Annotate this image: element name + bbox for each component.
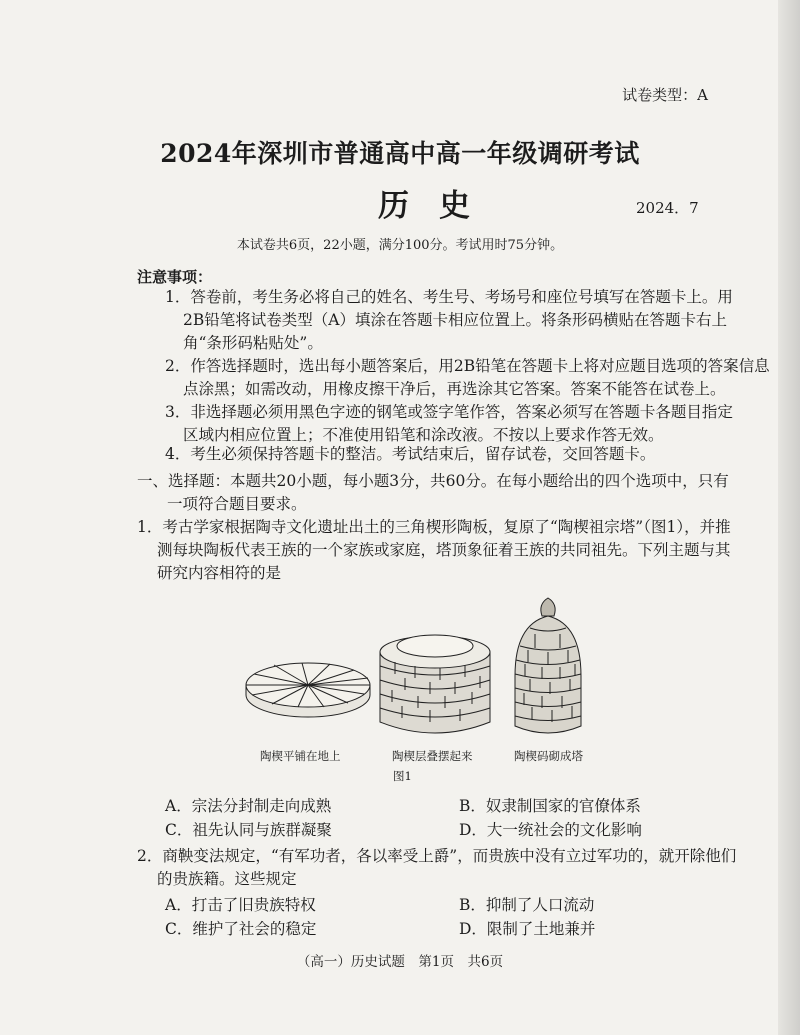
question-2-stem: [137, 845, 736, 891]
q2-option-d: D．限制了土地兼并: [459, 920, 596, 938]
note-line: 2．作答选择题时，选出每小题答案后，用2B铅笔在答题卡上将对应题目选项的答案信息: [165, 357, 770, 375]
question-line: 研究内容相符的是: [157, 564, 282, 582]
note-item-3: [165, 401, 733, 447]
note-line: 4．考生必须保持答题卡的整洁。考试结束后，留存试卷，交回答题卡。: [165, 445, 656, 463]
section-line: 一、选择题：本题共20小题，每小题3分，共60分。在每小题给出的四个选项中，只有: [137, 472, 729, 490]
q2-option-c: C．维护了社会的稳定: [165, 920, 317, 938]
q2-option-a: A．打击了旧贵族特权: [165, 896, 316, 914]
section-line: 一项符合题目要求。: [167, 495, 307, 513]
figure-caption-tower: 陶楔码砌成塔: [514, 749, 583, 763]
flat-disc-illustration: [246, 663, 370, 717]
note-line: 3．非选择题必须用黑色字迹的钢笔或签字笔作答，答案必须写在答题卡各题目指定: [165, 403, 733, 421]
section-1-heading: [137, 470, 729, 516]
exam-intro: 本试卷共6页，22小题，满分100分。考试用时75分钟。: [236, 238, 564, 253]
q2-option-b: B．抑制了人口流动: [459, 896, 595, 914]
question-line: 1．考古学家根据陶寺文化遗址出土的三角楔形陶板，复原了“陶楔祖宗塔”（图1），并推: [137, 518, 731, 536]
q1-option-d: D．大一统社会的文化影响: [459, 821, 642, 839]
figure-1-pottery-wedges: [230, 594, 620, 764]
note-line: 角“条形码粘贴处”。: [183, 334, 323, 352]
question-1-stem: [137, 516, 731, 585]
figure-label: 图1: [393, 769, 412, 783]
q1-option-a: A．宗法分封制走向成熟: [165, 797, 332, 815]
note-line: 1．答卷前，考生务必将自己的姓名、考生号、考场号和座位号填写在答题卡上。用: [165, 288, 733, 306]
stacked-layers-illustration: [380, 635, 490, 733]
q1-option-c: C．祖先认同与族群凝聚: [165, 821, 332, 839]
paper-type-label: 试卷类型：A: [622, 86, 708, 104]
note-line: 区域内相应位置上；不准使用铅笔和涂改液。不按以上要求作答无效。: [183, 426, 664, 444]
question-line: 2．商鞅变法规定，“有军功者，各以率受上爵”，而贵族中没有立过军功的，就开除他们: [137, 847, 737, 865]
note-item-4: [165, 443, 655, 466]
note-item-2: [165, 355, 770, 401]
exam-title: 2024年深圳市普通高中高一年级调研考试: [160, 139, 640, 168]
figure-caption-stacked: 陶楔层叠摆起来: [392, 749, 473, 763]
subject-heading: 历史: [378, 188, 500, 224]
tower-illustration: [515, 598, 581, 733]
note-line: 点涂黑；如需改动，用橡皮擦干净后，再选涂其它答案。答案不能答在试卷上。: [183, 380, 726, 398]
exam-date: 2024．7: [636, 199, 699, 217]
question-line: 的贵族籍。这些规定: [157, 870, 297, 888]
figure-caption-flat: 陶楔平铺在地上: [260, 749, 341, 763]
page-footer: （高一）历史试题 第1页 共6页: [296, 954, 504, 970]
note-line: 2B铅笔将试卷类型（A）填涂在答题卡相应位置上。将条形码横贴在答题卡右上: [183, 311, 727, 329]
q1-option-b: B．奴隶制国家的官僚体系: [459, 797, 641, 815]
note-item-1: [165, 286, 733, 355]
notes-heading: 注意事项：: [137, 268, 213, 286]
question-line: 测每块陶板代表王族的一个家族或家庭，塔顶象征着王族的共同祖先。下列主题与其: [157, 541, 731, 559]
